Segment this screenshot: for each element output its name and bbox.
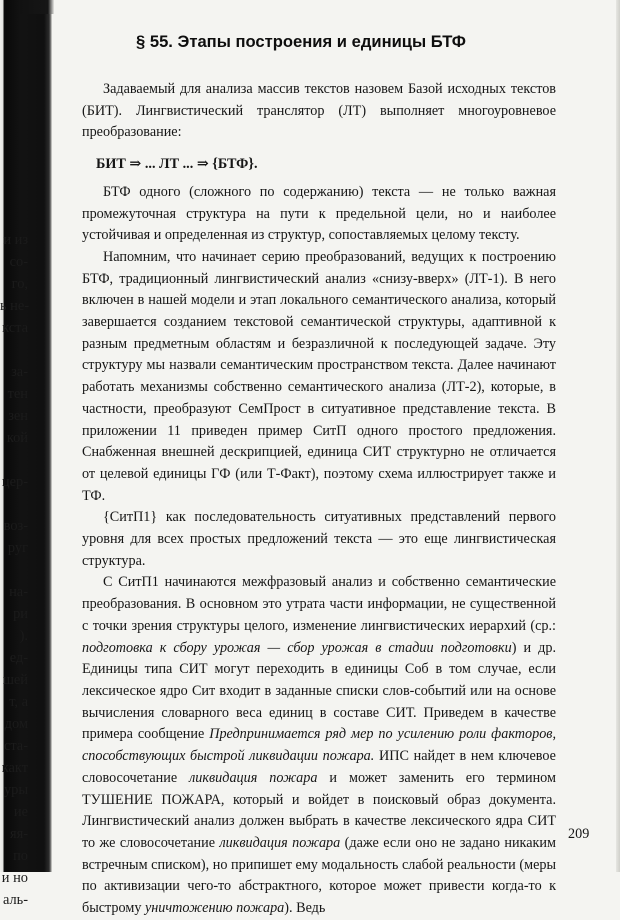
margin-fragment: го, [11, 276, 28, 292]
formula-line: БИТ ⇒ ... ЛТ ... ⇒ {БТФ}. [96, 156, 258, 173]
margin-fragment: за- [11, 364, 28, 380]
margin-fragment: цер- [1, 474, 28, 490]
margin-fragment: ста- [3, 738, 28, 754]
margin-fragment [0, 493, 28, 515]
margin-fragment [0, 449, 28, 471]
scan-right-edge [616, 0, 620, 872]
margin-fragment: дом [4, 716, 28, 732]
margin-fragment: ь не- [0, 298, 30, 314]
margin-fragment: тен [7, 386, 28, 402]
margin-fragment: кста [2, 320, 28, 336]
margin-fragment: какт [1, 760, 28, 776]
page-body [82, 79, 556, 920]
margin-fragment: ие [13, 804, 28, 820]
margin-fragment: воз- [3, 518, 28, 534]
margin-fragment: и из [3, 232, 28, 248]
margin-fragment: аль- [2, 892, 28, 908]
paragraph: С СитП1 начинаются межфразовый анализ и собственно семантические преобразования. В основном это утрата части информации, не существенной с точки зрения структуры целого, изменение лингвистических иерархий (ср.: подготовка к сбору урожая — сбор урожая в стадии подготовки) и др. Единицы типа СИТ могут переходить в единицы Соб в том случае, если лексическое ядро Сит входит в заданные списки слов-событий или на основе вычисления словарного веса единиц в составе СИТ. Приведем в качестве примера сообщение Предпринимается ряд мер по усилению роли факторов, способствующих быстрой ликвидации пожара. ИПС найдет в нем ключевое словосочетание ликвидация пожара и может заменить его термином ТУШЕНИЕ ПОЖАРА, который и войдет в поисковый образ документа. Лингвистический анализ должен выбрать в качестве лексического ядра СИТ то же словосочетание ликвидация пожара (даже если оно не задано никаким встречным списком), но припишет ему модальность слабой реальности (меры по активизации чего-то абстрактного, которое может привести когда-то к быстрому уничтожению пожара). Ведь [82, 574, 556, 917]
margin-fragment: т, а [9, 694, 28, 710]
margin-fragment: яя- [9, 826, 28, 842]
paragraph: БТФ одного (сложного по содержанию) текста — не только важная промежуточная структура на пути к предельной цели, но и наиболее устойчивая и определенная из структур, сопоставляемых целому тексту. [82, 183, 556, 244]
margin-fragment: зен [8, 408, 28, 424]
margin-fragment: кой [6, 430, 28, 446]
margin-fragment [0, 339, 28, 361]
margin-fragment: со- [9, 254, 28, 270]
adjacent-page-margin-text [0, 229, 28, 911]
margin-fragment [0, 559, 28, 581]
paragraph: {СитП1} как последовательность ситуативных представлений первого уровня для всех простых предложений текста — это еще лингвистическая структура. [82, 509, 556, 569]
margin-fragment: ри [13, 606, 28, 622]
margin-fragment: уры [3, 782, 28, 798]
margin-fragment: ед- [9, 650, 28, 666]
margin-fragment: шей [2, 672, 28, 688]
margin-fragment: и но [1, 870, 28, 886]
margin-fragment: по [13, 848, 28, 864]
margin-fragment: на- [9, 584, 28, 600]
margin-fragment: руг [7, 540, 28, 556]
margin-fragment: ). [19, 628, 28, 644]
paragraph: Напомним, что начинает серию преобразований, ведущих к построению БТФ, традиционный лингвистический анализ «снизу-вверх» (ЛТ-1). В него включен в нашей модели и этап локального семантического анализа, который завершается созданием текстовой семантической структуры, адаптивной к разным предметным областям и безразличной к последующей задаче. Эту структуру мы назвали семантическим пространством текста. Далее начинают работать механизмы собственно семантического анализа (ЛТ-2), которые, в частности, преобразуют СемПрост в ситуативное представление текста. В приложении 11 приведен пример СитП одного простого предложения. Снабженная внешней дескрипцией, единица СИТ структурно не отличается от целевой единицы ГФ (или Т-Факт), поэтому схема иллюстрирует также и ТФ. [82, 248, 556, 504]
page-number: 209 [568, 826, 590, 842]
section-title: § 55. Этапы построения и единицы БТФ [136, 32, 466, 51]
paragraph: Задаваемый для анализа массив текстов назовем Базой исходных текстов (БИТ). Лингвистический транслятор (ЛТ) выполняет многоуровневое преобразование: [82, 81, 556, 141]
book-page [82, 0, 590, 917]
scan-corner-shadow [20, 0, 54, 14]
